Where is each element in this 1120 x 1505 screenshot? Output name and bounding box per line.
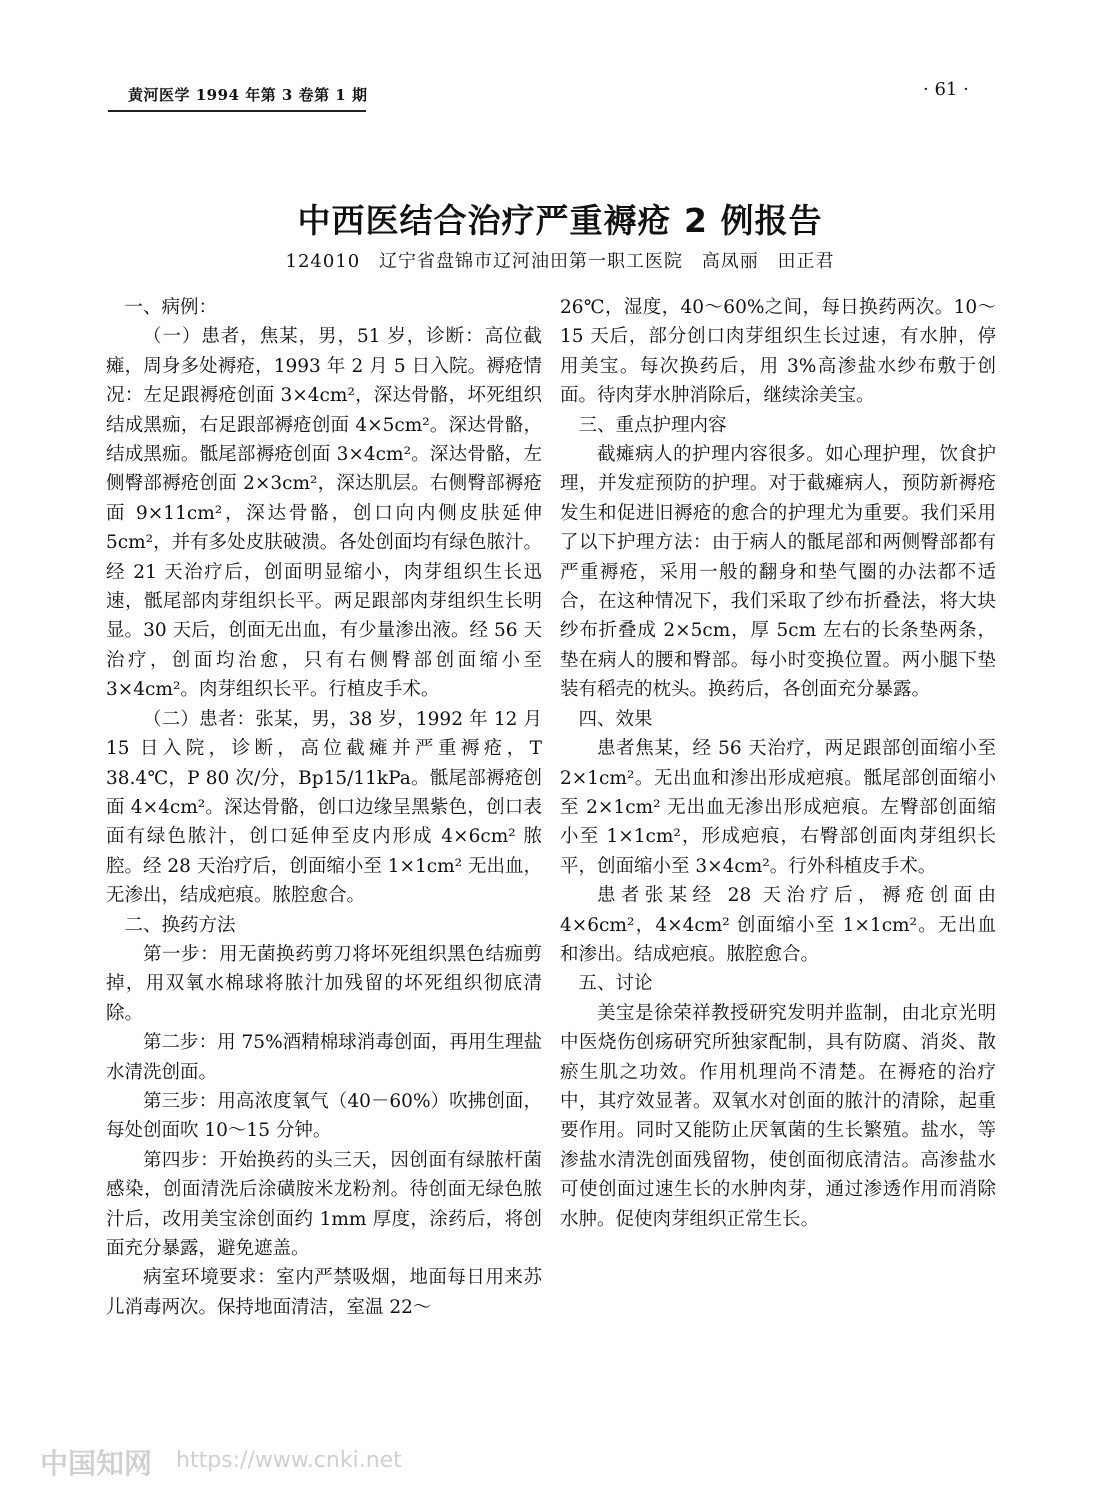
author-1: 高凤丽 bbox=[701, 251, 759, 272]
section-heading: 四、效果 bbox=[578, 708, 653, 730]
body-paragraph: 患者焦某，经 56 天治疗，两足跟部创面缩小至 2×1cm²。无出血和渗出形成疤痕。骶尾部创面缩小至 2×1cm² 无出血无渗出形成疤痕。左臀部创面缩小至 1×1cm²，形成疤痕，右臀部创面肉芽组织长平，创面缩小至 3×4cm²。行外科植皮手术。 bbox=[560, 738, 996, 877]
right-column bbox=[560, 293, 996, 1234]
section-heading: 二、换药方法 bbox=[124, 914, 236, 936]
author-2: 田正君 bbox=[777, 251, 835, 272]
article-title: 中西医结合治疗严重褥疮 2 例报告 bbox=[297, 201, 823, 241]
affiliation: 辽宁省盘锦市辽河油田第一职工医院 bbox=[378, 251, 683, 272]
body-paragraph: 26℃，湿度，40～60%之间，每日换药两次。10～15 天后，部分创口肉芽组织生长过速，有水肿，停用美宝。每次换药后，用 3%高渗盐水纱布敷于创面。待肉芽水肿消除后，继续涂美宝。 bbox=[560, 297, 996, 407]
byline bbox=[0, 247, 1120, 273]
body-paragraph: 第三步：用高浓度氧气（40－60%）吹拂创面，每处创面吹 10～15 分钟。 bbox=[106, 1090, 542, 1142]
cnki-watermark-url: https://www.cnki.net bbox=[176, 1448, 402, 1473]
header-rule bbox=[108, 110, 366, 112]
body-paragraph: 第二步：用 75%酒精棉球消毒创面，再用生理盐水清洗创面。 bbox=[106, 1032, 542, 1083]
left-column bbox=[106, 293, 542, 1322]
body-paragraph: 第四步：开始换药的头三天，因创面有绿脓杆菌感染，创面清洗后涂磺胺米龙粉剂。待创面无绿色脓汁后，改用美宝涂创面约 1mm 厚度，涂药后，将创面充分暴露，避免遮盖。 bbox=[106, 1149, 542, 1259]
body-paragraph: 病室环境要求：室内严禁吸烟，地面每日用来苏儿消毒两次。保持地面清洁，室温 22～ bbox=[106, 1267, 542, 1318]
body-paragraph: （二）患者：张某，男，38 岁，1992 年 12 月 15 日入院，诊断，高位截瘫并严重褥疮，T 38.4℃，P 80 次/分，Bp15/11kPa。骶尾部褥疮创面 4×4cm²。深达骨骼，创口边缘呈黑紫色，创口表面有绿色脓汁，创口延伸至皮内形成 4×6cm² 脓腔。经 28 天治疗后，创面缩小至 1×1cm² 无出血，无渗出，结成疤痕。脓腔愈合。 bbox=[106, 708, 542, 907]
body-paragraph: 截瘫病人的护理内容很多。如心理护理，饮食护理，并发症预防的护理。对于截瘫病人，预防新褥疮发生和促进旧褥疮的愈合的护理尤为重要。我们采用了以下护理方法：由于病人的骶尾部和两侧臀部都有严重褥疮，采用一般的翻身和垫气圈的办法都不适合，在这种情况下，我们采取了纱布折叠法，将大块纱布折叠成 2×5cm，厚 5cm 左右的长条垫两条，垫在病人的腰和臀部。每小时变换位置。两小腿下垫装有稻壳的枕头。换药后，各创面充分暴露。 bbox=[560, 444, 996, 701]
running-header-journal: 黄河医学 1994 年第 3 卷第 1 期 bbox=[128, 86, 368, 104]
body-paragraph: 患者张某经 28 天治疗后，褥疮创面由 4×6cm²，4×4cm² 创面缩小至 1×1cm²。无出血和渗出。结成疤痕。脓腔愈合。 bbox=[560, 885, 996, 965]
body-paragraph: （一）患者，焦某，男，51 岁，诊断：高位截瘫，周身多处褥疮，1993 年 2 月 5 日入院。褥疮情况：左足跟褥疮创面 3×4cm²，深达骨骼，坏死组织结成黑痂，右足跟部褥疮创面 4×5cm²。深达骨骼，结成黑痂。骶尾部褥疮创面 3×4cm²。深达骨骼，左侧臀部褥疮创面 2×3cm²，深达肌层。右侧臀部褥疮面 9×11cm²，深达骨骼，创口向内侧皮肤延伸 5cm²，并有多处皮肤破溃。各处创面均有绿色脓汁。经 21 天治疗后，创面明显缩小，肉芽组织生长迅速，骶尾部肉芽组织长平。两足跟部肉芽组织生长明显。30 天后，创面无出血，有少量渗出液。经 56 天治疗，创面均治愈，只有右侧臀部创面缩小至 3×4cm²。肉芽组织长平。行植皮手术。 bbox=[106, 326, 542, 701]
body-paragraph: 美宝是徐荣祥教授研究发明并监制，由北京光明中医烧伤创疡研究所独家配制，具有防腐、消炎、散瘀生肌之功效。作用机理尚不清楚。在褥疮的治疗中，其疗效显著。双氧水对创面的脓汁的清除，起重要作用。同时又能防止厌氧菌的生长繁殖。盐水，等渗盐水清洗创面残留物，使创面彻底清洁。高渗盐水可使创面过速生长的水肿肉芽，通过渗透作用而消除水肿。促使肉芽组织正常生长。 bbox=[560, 1002, 996, 1230]
page-number: · 61 · bbox=[923, 79, 969, 100]
cnki-watermark-brand: 中国知网 bbox=[40, 1447, 153, 1480]
section-heading: 五、讨论 bbox=[578, 973, 653, 995]
body-paragraph: 第一步：用无菌换药剪刀将坏死组织黑色结痂剪掉，用双氧水棉球将脓汁加残留的坏死组织彻底清除。 bbox=[106, 943, 542, 1024]
section-heading: 三、重点护理内容 bbox=[578, 414, 727, 436]
postcode: 124010 bbox=[285, 251, 361, 272]
section-heading: 一、病例： bbox=[124, 297, 218, 318]
